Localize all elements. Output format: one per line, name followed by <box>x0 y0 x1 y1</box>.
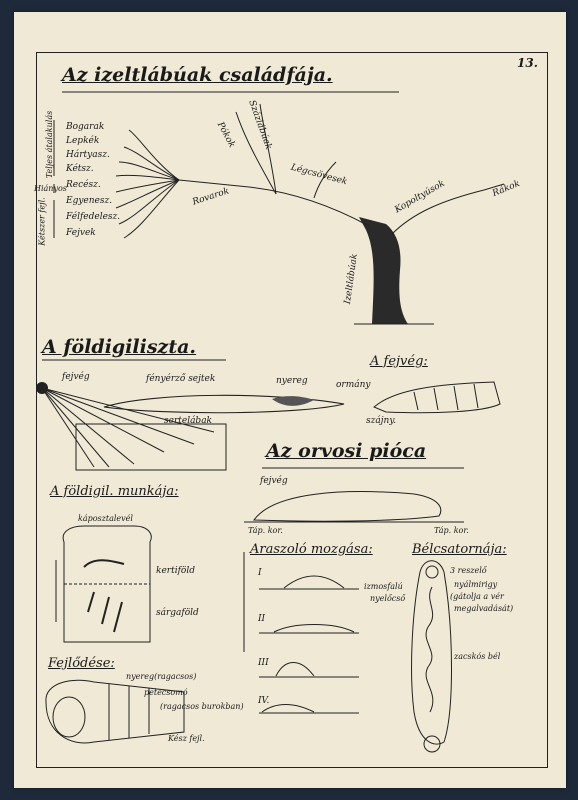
branch-rakok: Rákok <box>491 178 522 200</box>
leech-tap1: Táp. kor. <box>248 526 283 535</box>
branch-rovarok: Rovarok <box>191 186 231 208</box>
step-1: I <box>258 568 262 578</box>
group-ketszer: Kétszer fejl. <box>37 197 47 246</box>
label-szajnyilas: szájny. <box>366 416 397 426</box>
gut-label-2: nyálmirigy <box>454 580 498 589</box>
label-kertifold: kertiföld <box>156 566 195 576</box>
branch-kopoltyusok: Kopoltyúsok <box>393 178 447 216</box>
insect-ketsz: Kétsz. <box>66 164 94 174</box>
work-title: A földigil. munkája: <box>50 484 179 499</box>
page-number: 13. <box>517 56 538 70</box>
label-fenyerzo: fényérző sejtek <box>146 374 216 384</box>
insect-hartyasz: Hártyasz. <box>66 150 110 160</box>
group-hianyos: Hiányos <box>34 184 67 193</box>
leech-title: Az orvosi pióca <box>266 440 427 462</box>
branch-pokok: Pókok <box>214 120 237 150</box>
insect-lepkek: Lepkék <box>66 136 100 146</box>
trunk-label: Izeltlábúak <box>342 253 360 305</box>
branch-szazlabuak: Százlábúak <box>246 99 274 151</box>
label-sargafold: sárgaföld <box>156 608 199 618</box>
gut-label-4: megalvadását) <box>454 604 514 613</box>
group-teljes: Teljes átalakulás <box>45 110 55 179</box>
insect-egyenesz: Egyenesz. <box>66 196 113 206</box>
earthworm-title: A földigiliszta. <box>42 336 197 358</box>
gut-label-5: zacskós bél <box>454 652 501 661</box>
label-ragacsos-burok: (ragacsos burokban) <box>160 702 244 711</box>
label-kesz-fejl: Kész fejl. <box>168 734 205 743</box>
tree-drawing <box>54 104 504 324</box>
label-nyereg: nyereg <box>276 376 308 386</box>
gut-label-1: 3 reszelő <box>450 566 487 575</box>
label-petecsomo: petecsomó <box>144 688 188 697</box>
label-nyereg-ragacsos: nyereg(ragacsos) <box>126 672 197 681</box>
step-3: III <box>258 658 269 668</box>
insect-recesz: Recész. <box>66 180 101 190</box>
leech-fejveg: fejvég <box>260 476 288 486</box>
move-title: Araszoló mozgása: <box>250 542 373 557</box>
leech-drawing <box>244 468 464 752</box>
label-fejveg: fejvég <box>62 372 90 382</box>
muscle-label-2: nyelőcső <box>370 594 406 603</box>
insect-fejvek: Fejvek <box>66 228 96 238</box>
step-4: IV. <box>258 696 270 706</box>
label-sertelabak: sertelábak <box>164 416 213 426</box>
gut-title: Bélcsatornája: <box>412 542 507 557</box>
insect-felfedelesz: Félfedelesz. <box>66 212 121 222</box>
label-ormany: ormány <box>336 380 371 390</box>
branch-legcsovesek: Légcsövesek <box>289 162 349 188</box>
muscle-label-1: izmosfalú <box>364 582 403 591</box>
insect-bogarak: Bogarak <box>66 122 105 132</box>
gut-label-3: (gátolja a vér <box>450 592 504 601</box>
dev-title: Fejlődése: <box>48 656 115 671</box>
label-kaposztalevel: káposztalevél <box>78 514 133 523</box>
head-title: A fejvég: <box>370 354 428 369</box>
leech-tap2: Táp. kor. <box>434 526 469 535</box>
step-2: II <box>258 614 266 624</box>
paper-sheet <box>14 12 566 788</box>
tree-title: Az izeltlábúak családfája. <box>62 64 333 86</box>
